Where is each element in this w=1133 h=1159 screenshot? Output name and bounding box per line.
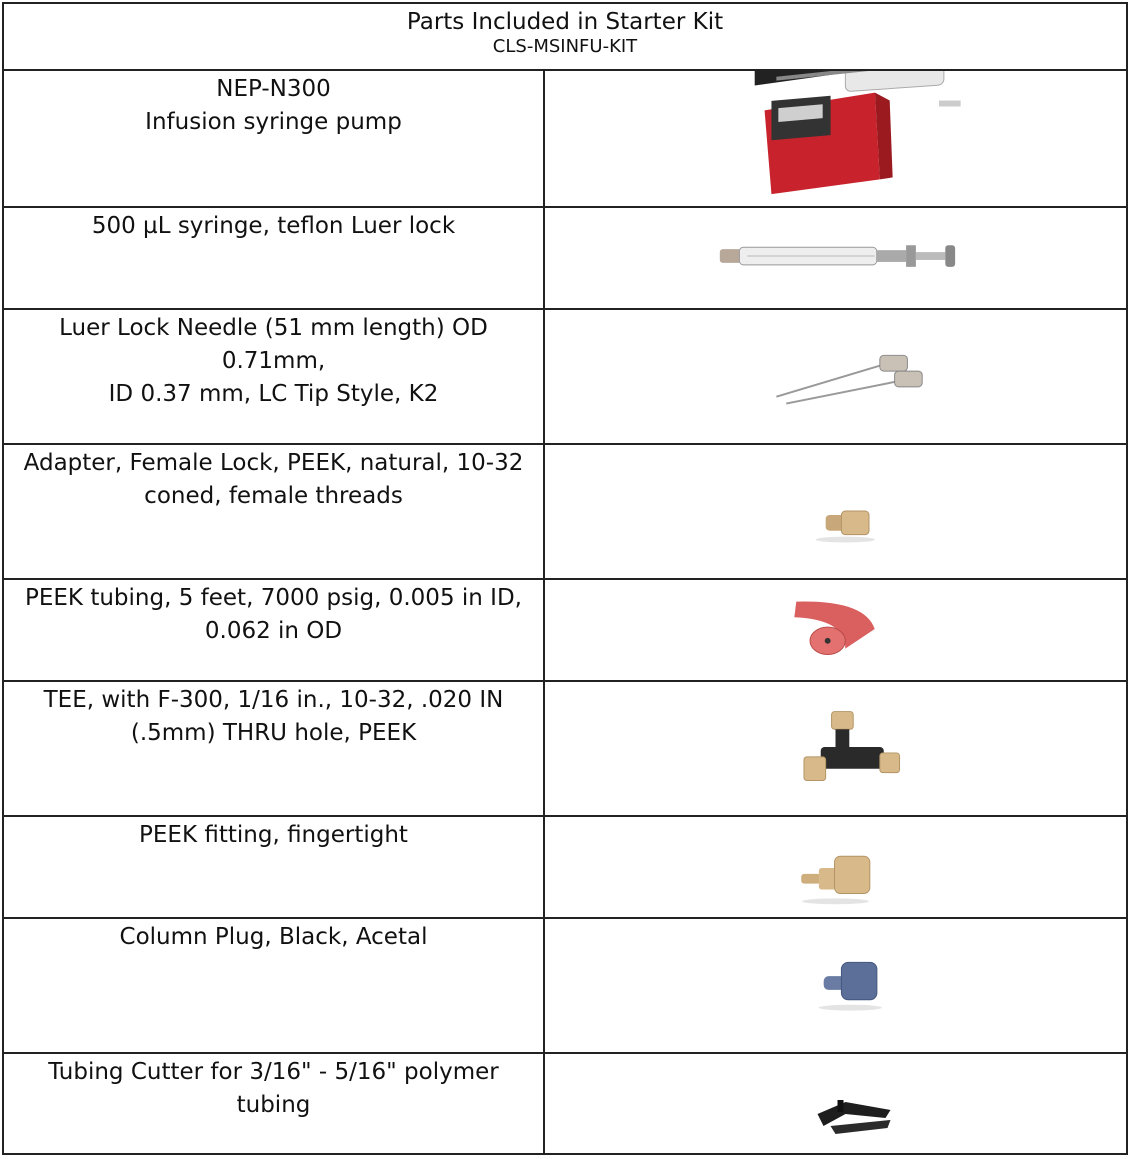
table-row xyxy=(4,817,1126,919)
kit-number: CLS-MSINFU-KIT xyxy=(492,36,638,57)
part-description xyxy=(4,580,545,680)
adapter-icon xyxy=(545,445,1126,578)
table-row xyxy=(4,71,1126,208)
table-row xyxy=(4,310,1126,445)
table-title: Parts Included in Starter Kit xyxy=(406,9,724,35)
part-description xyxy=(4,310,545,443)
description-line: 500 µL syringe, teflon Luer lock xyxy=(91,213,456,239)
table-row xyxy=(4,919,1126,1054)
description-line: ID 0.37 mm, LC Tip Style, K2 xyxy=(108,381,439,407)
parts-table xyxy=(2,2,1128,1155)
part-description xyxy=(4,817,545,917)
part-description xyxy=(4,919,545,1052)
column-plug-icon xyxy=(545,919,1126,1052)
tubing-cutter-icon xyxy=(545,1054,1126,1153)
part-description xyxy=(4,71,545,206)
description-line: 0.062 in OD xyxy=(204,618,343,644)
syringe-pump-icon xyxy=(545,71,1126,206)
part-description xyxy=(4,682,545,815)
description-line: coned, female threads xyxy=(144,483,403,509)
table-row xyxy=(4,445,1126,580)
description-line: Adapter, Female Lock, PEEK, natural, 10-32 xyxy=(23,450,524,476)
table-header xyxy=(4,4,1126,71)
table-row xyxy=(4,208,1126,310)
tee-fitting-icon xyxy=(545,682,1126,815)
table-row xyxy=(4,580,1126,682)
syringe-icon xyxy=(545,208,1126,308)
table-row xyxy=(4,1054,1126,1153)
description-line: (.5mm) THRU hole, PEEK xyxy=(130,720,417,746)
part-description xyxy=(4,445,545,578)
fitting-icon xyxy=(545,817,1126,917)
description-line: NEP-N300 xyxy=(216,76,331,102)
part-description xyxy=(4,208,545,308)
part-description xyxy=(4,1054,545,1153)
table-row xyxy=(4,682,1126,817)
description-line: Infusion syringe pump xyxy=(145,109,402,135)
description-line: PEEK fitting, fingertight xyxy=(139,822,408,848)
description-line: PEEK tubing, 5 feet, 7000 psig, 0.005 in ID, xyxy=(25,585,522,611)
description-line: tubing xyxy=(236,1092,311,1118)
description-line: Luer Lock Needle (51 mm length) OD 0.71mm, xyxy=(59,315,488,374)
tubing-icon xyxy=(545,580,1126,680)
needle-icon xyxy=(545,310,1126,443)
description-line: Tubing Cutter for 3/16" - 5/16" polymer xyxy=(48,1059,499,1085)
description-line: Column Plug, Black, Acetal xyxy=(119,924,428,950)
description-line: TEE, with F-300, 1/16 in., 10-32, .020 IN xyxy=(43,687,504,713)
